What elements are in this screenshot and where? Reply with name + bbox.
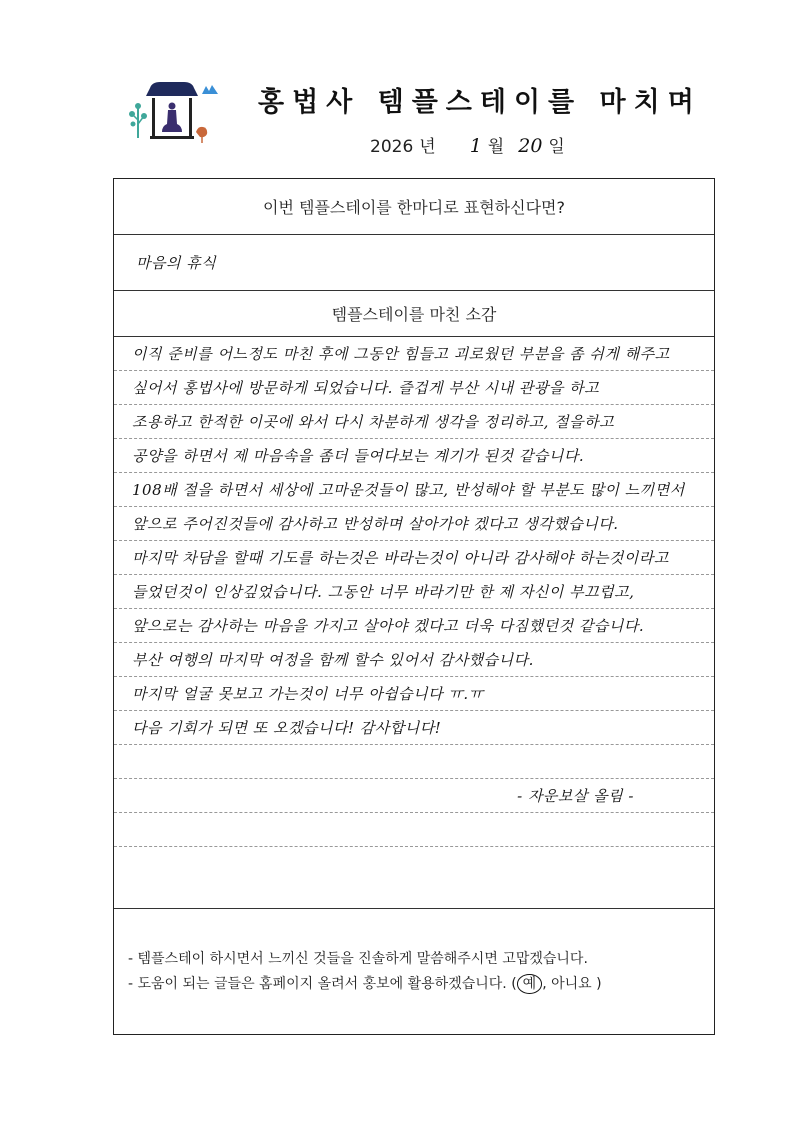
reflection-line-text: 앞으로는 감사하는 마음을 가지고 살아야 겠다고 더욱 다짐했던것 같습니다.	[132, 617, 645, 635]
reflection-line-text: 이직 준비를 어느정도 마친 후에 그동안 힘들고 괴로웠던 부분을 좀 쉬게 해주고	[132, 345, 670, 363]
answer-one-text: 마음의 휴식	[136, 254, 217, 272]
reflection-line	[114, 643, 714, 677]
date-year-label: 년	[419, 137, 436, 157]
question-one-row	[114, 179, 714, 235]
date-day-value: 20	[518, 135, 543, 157]
reflection-line	[114, 337, 714, 371]
reflection-line-text: 마지막 차담을 할때 기도를 하는것은 바라는것이 아니라 감사해야 하는것이라고	[132, 549, 669, 567]
reflection-line	[114, 541, 714, 575]
reflection-line-empty	[114, 847, 714, 881]
note-homepage-consent	[128, 972, 714, 997]
reflection-line	[114, 371, 714, 405]
reflection-line-text: 싶어서 홍법사에 방문하게 되었습니다. 즐겁게 부산 시내 관광을 하고	[132, 379, 600, 397]
reflection-line-text: 공양을 하면서 제 마음속을 좀더 들여다보는 계기가 된것 같습니다.	[132, 447, 585, 465]
reflection-line	[114, 439, 714, 473]
consent-option-no[interactable]: 아니요	[551, 976, 592, 992]
date-month-value: 1	[469, 135, 482, 157]
signature-text: - 자운보살 올림 -	[517, 787, 634, 805]
reflection-line	[114, 677, 714, 711]
reflection-line	[114, 609, 714, 643]
consent-separator: ,	[542, 976, 552, 992]
footer-notes	[114, 909, 714, 1036]
page-title: 홍법사 템플스테이를 마치며	[258, 87, 702, 118]
question-one-label: 이번 템플스테이를 한마디로 표현하신다면?	[263, 198, 565, 217]
answer-one-field[interactable]	[114, 235, 714, 291]
feedback-form	[113, 178, 715, 1035]
consent-question-text: - 도움이 되는 글들은 홈페이지 올려서 홍보에 활용하겠습니다. (	[128, 976, 517, 992]
reflection-line-text: 조용하고 한적한 이곳에 와서 다시 차분하게 생각을 정리하고, 절을하고	[132, 413, 615, 431]
reflection-line	[114, 711, 714, 745]
reflection-line-text: 앞으로 주어진것들에 감사하고 반성하며 살아가야 겠다고 생각했습니다.	[132, 515, 619, 533]
reflection-line-empty	[114, 813, 714, 847]
reflection-line-text: 다음 기회가 되면 또 오겠습니다! 감사합니다!	[132, 719, 442, 737]
reflection-line	[114, 575, 714, 609]
date-year-value: 2026	[370, 137, 414, 157]
date-line	[370, 132, 565, 157]
reflection-line-text: 부산 여행의 마지막 여정을 함께 할수 있어서 감사했습니다.	[132, 651, 534, 669]
question-two-row	[114, 291, 714, 337]
reflection-line-text: 마지막 얼굴 못보고 가는것이 너무 아쉽습니다 ㅠ.ㅠ	[132, 685, 484, 703]
reflection-line	[114, 507, 714, 541]
page-header	[0, 0, 800, 170]
reflection-line	[114, 405, 714, 439]
temple-buddha-logo-icon	[124, 80, 220, 146]
reflection-line-text: 108배 절을 하면서 세상에 고마운것들이 많고, 반성해야 할 부분도 많이 느끼면서	[132, 481, 685, 499]
note-honest-feedback: - 템플스테이 하시면서 느끼신 것들을 진솔하게 말씀해주시면 고맙겠습니다.	[128, 951, 588, 967]
date-month-label: 월	[487, 137, 505, 157]
reflection-line-empty	[114, 745, 714, 779]
signature-line	[114, 779, 714, 813]
date-day-label: 일	[548, 137, 565, 157]
consent-option-yes[interactable]: 예	[517, 974, 543, 994]
reflection-line-text: 들었던것이 인상깊었습니다. 그동안 너무 바라기만 한 제 자신이 부끄럽고,	[132, 583, 635, 601]
reflection-line	[114, 473, 714, 507]
consent-suffix: )	[591, 976, 602, 992]
question-two-label: 템플스테이를 마친 소감	[331, 305, 497, 324]
reflection-text-area[interactable]	[114, 337, 714, 909]
